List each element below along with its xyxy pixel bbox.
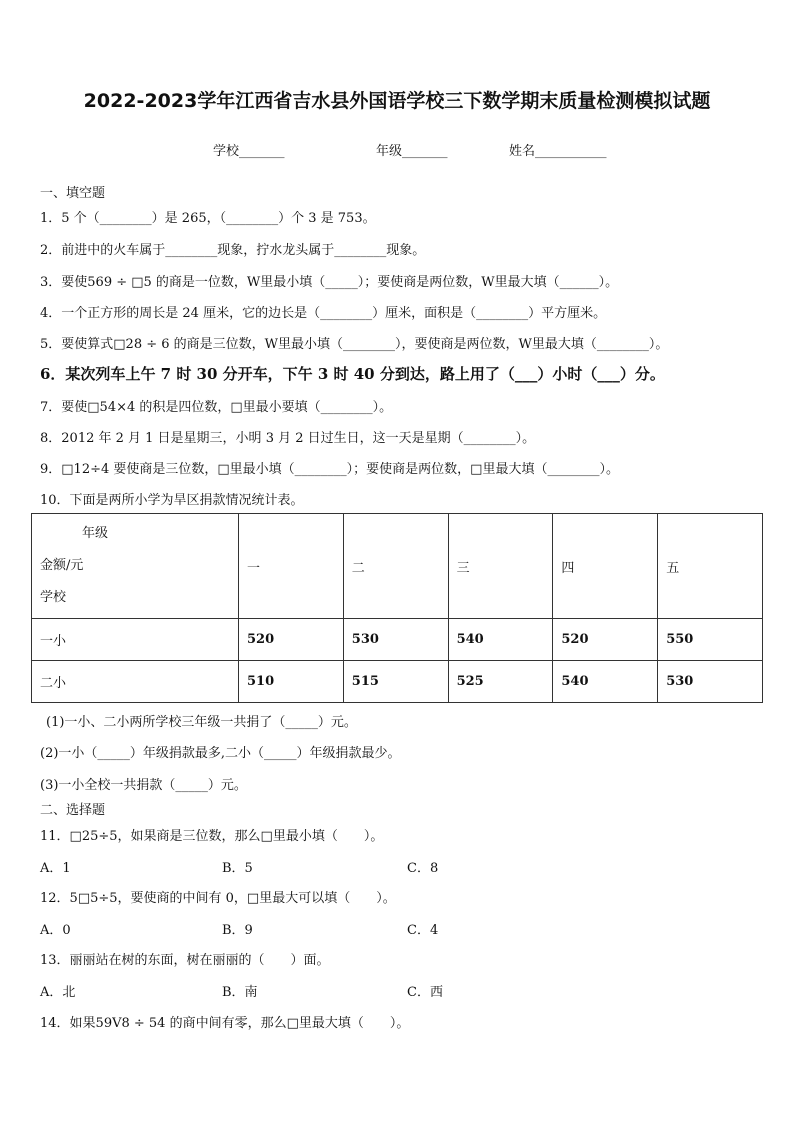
table-header-cell: 三 (448, 514, 553, 619)
option-a[interactable]: A．1 (40, 861, 71, 876)
question-9: 9．□12÷4 要使商是三位数，□里最小填（________）；要使商是两位数，□里最大填（________）。 (40, 462, 619, 477)
corner-label-school: 学校 (40, 590, 67, 605)
table-cell: 520 (553, 619, 658, 661)
subquestion-2: (2)一小（_____）年级捐款最多,二小（_____）年级捐款最少。 (40, 746, 401, 761)
subquestion-3: (3)一小全校一共捐款（_____）元。 (40, 778, 247, 793)
donation-table (31, 513, 763, 703)
option-c[interactable]: C．西 (407, 985, 443, 1000)
question-10: 10．下面是两所小学为旱区捐款情况统计表。 (40, 493, 304, 508)
question-11: 11．□25÷5，如果商是三位数，那么□里最小填（ ）。 (40, 829, 384, 844)
question-12: 12．5□5÷5，要使商的中间有 0，□里最大可以填（ ）。 (40, 891, 396, 906)
table-header-cell: 四 (553, 514, 658, 619)
table-cell: 540 (553, 661, 658, 703)
table-cell: 510 (239, 661, 344, 703)
table-header-cell: 二 (343, 514, 448, 619)
table-row (32, 619, 763, 661)
question-6: 6．某次列车上午 7 时 30 分开车，下午 3 时 40 分到达，路上用了（___）小时（___）分。 (40, 365, 665, 383)
question-2: 2．前进中的火车属于________现象，拧水龙头属于________现象。 (40, 243, 426, 258)
section-choice: 二、选择题 (40, 803, 106, 818)
option-b[interactable]: B．5 (222, 861, 253, 876)
question-3: 3．要使569 ÷ □5 的商是一位数，W里最小填（_____）；要使商是两位数，W里最大填（______）。 (40, 275, 619, 290)
table-cell: 525 (448, 661, 553, 703)
school-field[interactable]: 学校_______ (213, 144, 285, 159)
option-c[interactable]: C．4 (407, 923, 439, 938)
table-header-cell: 五 (658, 514, 763, 619)
table-header-cell: 一 (239, 514, 344, 619)
option-a[interactable]: A．北 (40, 985, 76, 1000)
grade-field[interactable]: 年级_______ (376, 144, 448, 159)
page-title: 2022-2023学年江西省吉水县外国语学校三下数学期末质量检测模拟试题 (83, 90, 711, 112)
table-corner-cell (32, 514, 239, 619)
name-field[interactable]: 姓名___________ (509, 144, 607, 159)
question-13: 13．丽丽站在树的东面，树在丽丽的（ ）面。 (40, 953, 330, 968)
table-cell: 530 (343, 619, 448, 661)
option-b[interactable]: B．9 (222, 923, 253, 938)
question-14: 14．如果59V8 ÷ 54 的商中间有零，那么□里最大填（ ）。 (40, 1016, 410, 1031)
table-row-label: 一小 (32, 619, 239, 661)
question-8: 8．2012 年 2 月 1 日是星期三，小明 3 月 2 日过生日，这一天是星期（________）。 (40, 431, 536, 446)
table-cell: 550 (658, 619, 763, 661)
section-fill-blank: 一、填空题 (40, 186, 106, 201)
table-row-label: 二小 (32, 661, 239, 703)
table-header-row (32, 514, 763, 619)
question-4: 4．一个正方形的周长是 24 厘米，它的边长是（________）厘米，面积是（________）平方厘米。 (40, 306, 607, 321)
question-1: 1．5 个（________）是 265，（________）个 3 是 753。 (40, 211, 376, 226)
option-b[interactable]: B．南 (222, 985, 258, 1000)
subquestion-1: (1)一小、二小两所学校三年级一共捐了（_____）元。 (46, 715, 357, 730)
table-cell: 515 (343, 661, 448, 703)
question-7: 7．要使□54×4 的积是四位数，□里最小要填（________）。 (40, 400, 393, 415)
corner-label-grade: 年级 (82, 526, 109, 541)
option-c[interactable]: C．8 (407, 861, 439, 876)
table-cell: 530 (658, 661, 763, 703)
option-a[interactable]: A．0 (40, 923, 71, 938)
question-5: 5．要使算式□28 ÷ 6 的商是三位数，W里最小填（________），要使商是两位数，W里最大填（________）。 (40, 337, 669, 352)
table-row (32, 661, 763, 703)
table-cell: 540 (448, 619, 553, 661)
corner-label-amount: 金额/元 (40, 558, 84, 573)
table-cell: 520 (239, 619, 344, 661)
